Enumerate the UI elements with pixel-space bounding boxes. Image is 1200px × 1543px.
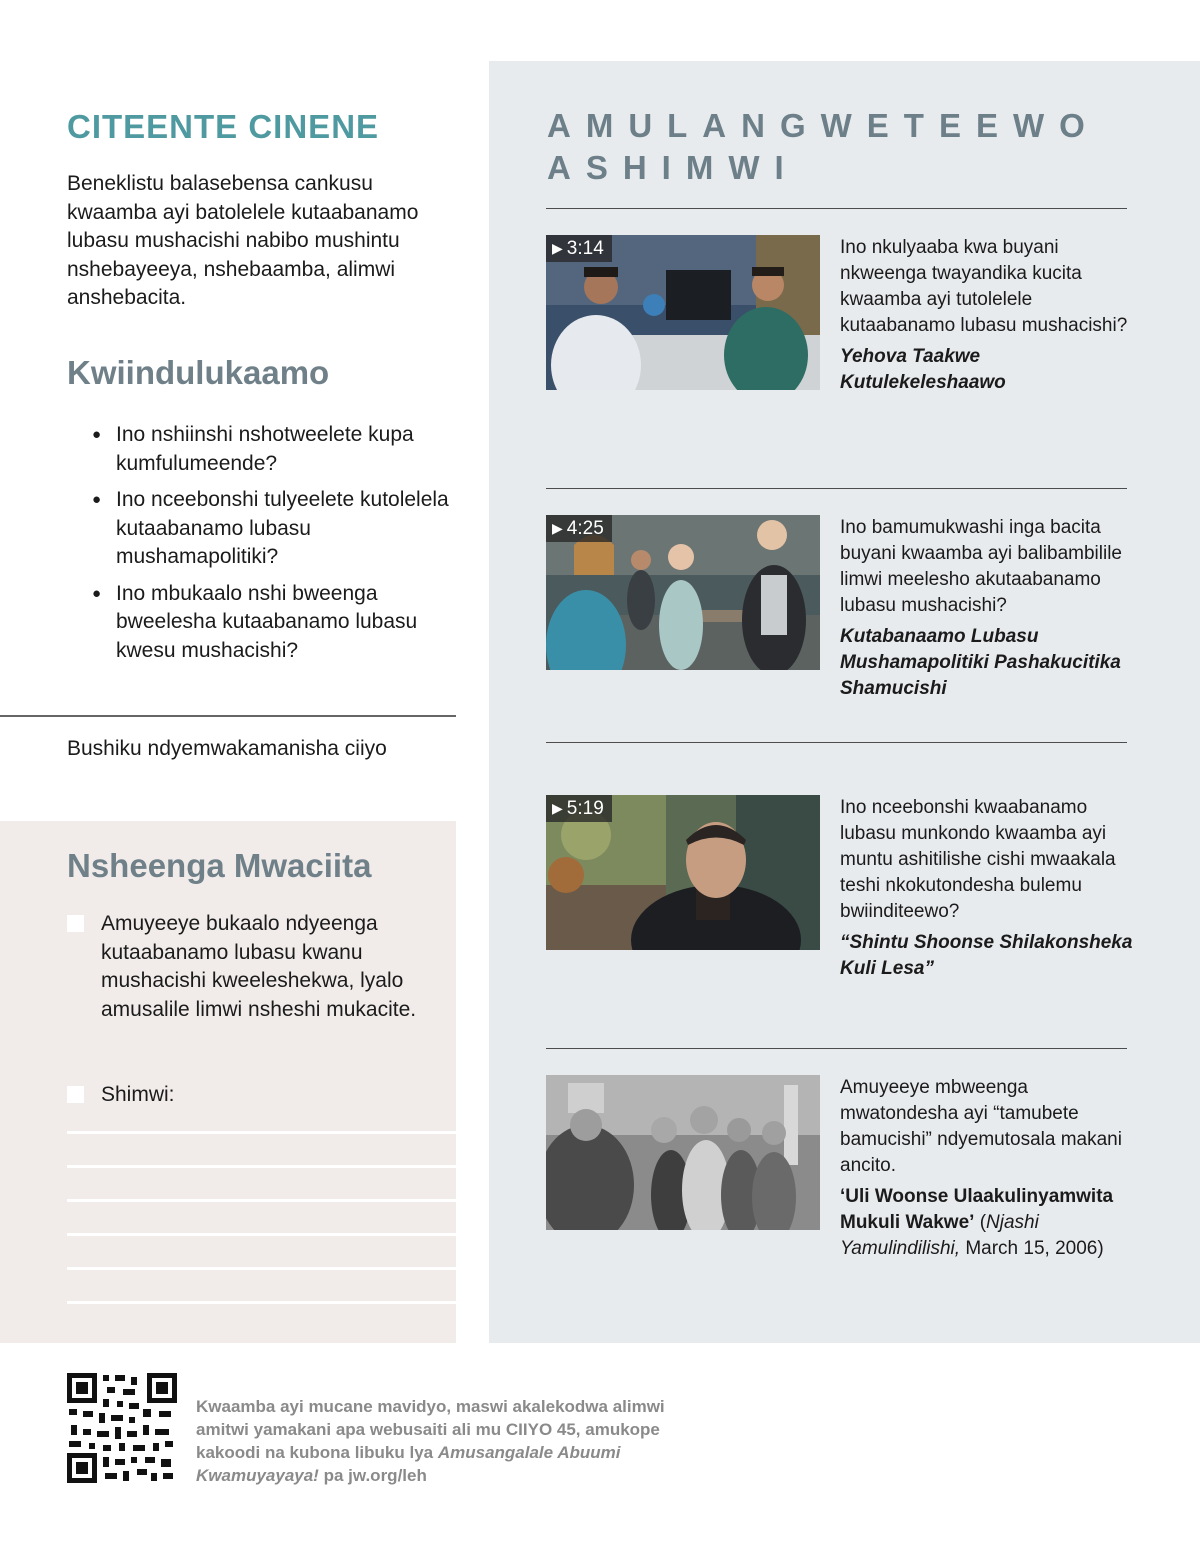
video-duration-badge	[546, 235, 612, 262]
article-source: Njashi Yamulindilishi,	[840, 1212, 1039, 1259]
checklist-item-text: Amuyeeye bukaalo ndyeenga kutaabanamo lubasu kwanu mushacishi kweeleshekwa, lyalo amusalile limwi nsheshi mukacite.	[101, 912, 417, 1021]
article-title[interactable]	[840, 1184, 1135, 1262]
bullet-icon: ●	[92, 426, 102, 443]
video-description: Ino nceebonshi kwaabanamo lubasu munkondo kwaamba ayi muntu ashitilishe cishi mwaakala teshi nkokutondesha bulemu bwiinditeewo?	[840, 797, 1116, 922]
writing-line[interactable]	[67, 1131, 456, 1134]
play-icon: ▶	[552, 240, 563, 256]
writing-line[interactable]	[67, 1233, 456, 1236]
review-question-text: Ino nshiinshi nshotweelete kupa kumfulumeende?	[116, 423, 414, 475]
video-duration: 3:14	[566, 238, 604, 259]
writing-line[interactable]	[67, 1267, 456, 1270]
further-study-heading: AMULANGWETEEWO ASHIMWI	[547, 107, 1100, 186]
review-heading: Kwiindulukaamo	[67, 354, 330, 391]
completion-date-label: Bushiku ndyemwakamanisha ciiyo	[67, 737, 387, 760]
checklist-item-text: Shimwi:	[101, 1083, 175, 1106]
footer-note	[196, 1395, 696, 1487]
video-duration: 4:25	[566, 518, 604, 539]
review-question-list	[92, 421, 457, 673]
video-duration-badge	[546, 515, 612, 542]
divider	[0, 715, 456, 717]
qr-code-icon[interactable]	[67, 1373, 177, 1483]
try-this-panel	[0, 821, 456, 1343]
checkbox[interactable]	[67, 1086, 84, 1103]
bullet-icon: ●	[92, 584, 102, 602]
divider	[546, 488, 1127, 489]
article-title-text: ‘Uli Woonse Ulaakulinyamwita Mukuli Wakwe’	[840, 1186, 1114, 1233]
footer-link-text[interactable]: pa jw.org/leh	[323, 1466, 427, 1485]
review-question	[92, 580, 457, 666]
article-source-close: )	[1097, 1238, 1104, 1259]
article-date: March 15, 2006	[965, 1238, 1098, 1259]
play-icon: ▶	[552, 800, 563, 816]
video-duration-badge	[546, 795, 612, 822]
article-illustration-image	[546, 1075, 820, 1230]
video-description: Ino nkulyaaba kwa buyani nkweenga twayandika kucita kwaamba ayi tutolelele kutaabanamo lubasu mushacishi?	[840, 237, 1128, 336]
article-description: Amuyeeye mbweenga mwatondesha ayi “tamubete bamucishi” ndyemutosala makani ancito.	[840, 1077, 1122, 1176]
video-thumbnail[interactable]	[546, 235, 820, 390]
video-duration: 5:19	[566, 798, 604, 819]
checkbox[interactable]	[67, 915, 84, 932]
divider	[546, 1048, 1127, 1049]
video-title[interactable]: Kutabanaamo Lubasu Mushamapolitiki Pashakucitika Shamucishi	[840, 626, 1121, 699]
bullet-icon: ●	[92, 491, 102, 508]
footer-book-title: Amusangalale Abuumi Kwamuyayaya!	[196, 1443, 621, 1485]
play-icon: ▶	[552, 520, 563, 536]
writing-line[interactable]	[67, 1165, 456, 1168]
footer-text: Kwaamba ayi mucane mavidyo, maswi akalekodwa alimwi amitwi yamakani apa webusaiti ali mu CIIYO 45, amukope kakoodi na kubona libuku lya	[196, 1397, 665, 1462]
try-this-heading: Nsheenga Mwaciita	[67, 847, 372, 884]
writing-line[interactable]	[67, 1301, 456, 1304]
review-question	[92, 486, 457, 572]
review-question	[92, 421, 457, 478]
writing-line[interactable]	[67, 1199, 456, 1202]
review-question-text: Ino nceebonshi tulyeelete kutolelela kutaabanamo lubasu mushamapolitiki?	[116, 488, 449, 568]
further-study-panel	[489, 61, 1200, 1343]
video-thumbnail[interactable]	[546, 795, 820, 950]
video-description: Ino bamumukwashi inga bacita buyani kwaamba ayi balibambilile limwi meelesho akutaabanamo lubasu mushacishi?	[840, 517, 1122, 616]
video-title[interactable]: “Shintu Shoonse Shilakonsheka Kuli Lesa”	[840, 932, 1133, 979]
review-question-text: Ino mbukaalo nshi bweenga bweelesha kutaabanamo lubasu kwesu mushacishi?	[116, 581, 418, 662]
section-body: Beneklistu balasebensa cankusu kwaamba ayi batolelele kutaabanamo lubasu mushacishi nabibo mushintu nshebayeeya, nshebaamba, alimwi anshebacita.	[67, 172, 419, 309]
section-heading-citeente: CITEENTE CINENE	[67, 108, 380, 145]
video-thumbnail[interactable]	[546, 515, 820, 670]
article-source-open: (	[979, 1212, 987, 1233]
divider	[546, 742, 1127, 743]
article-illustration[interactable]	[546, 1075, 820, 1230]
video-title[interactable]: Yehova Taakwe Kutulekeleshaawo	[840, 346, 1006, 393]
divider	[546, 208, 1127, 209]
